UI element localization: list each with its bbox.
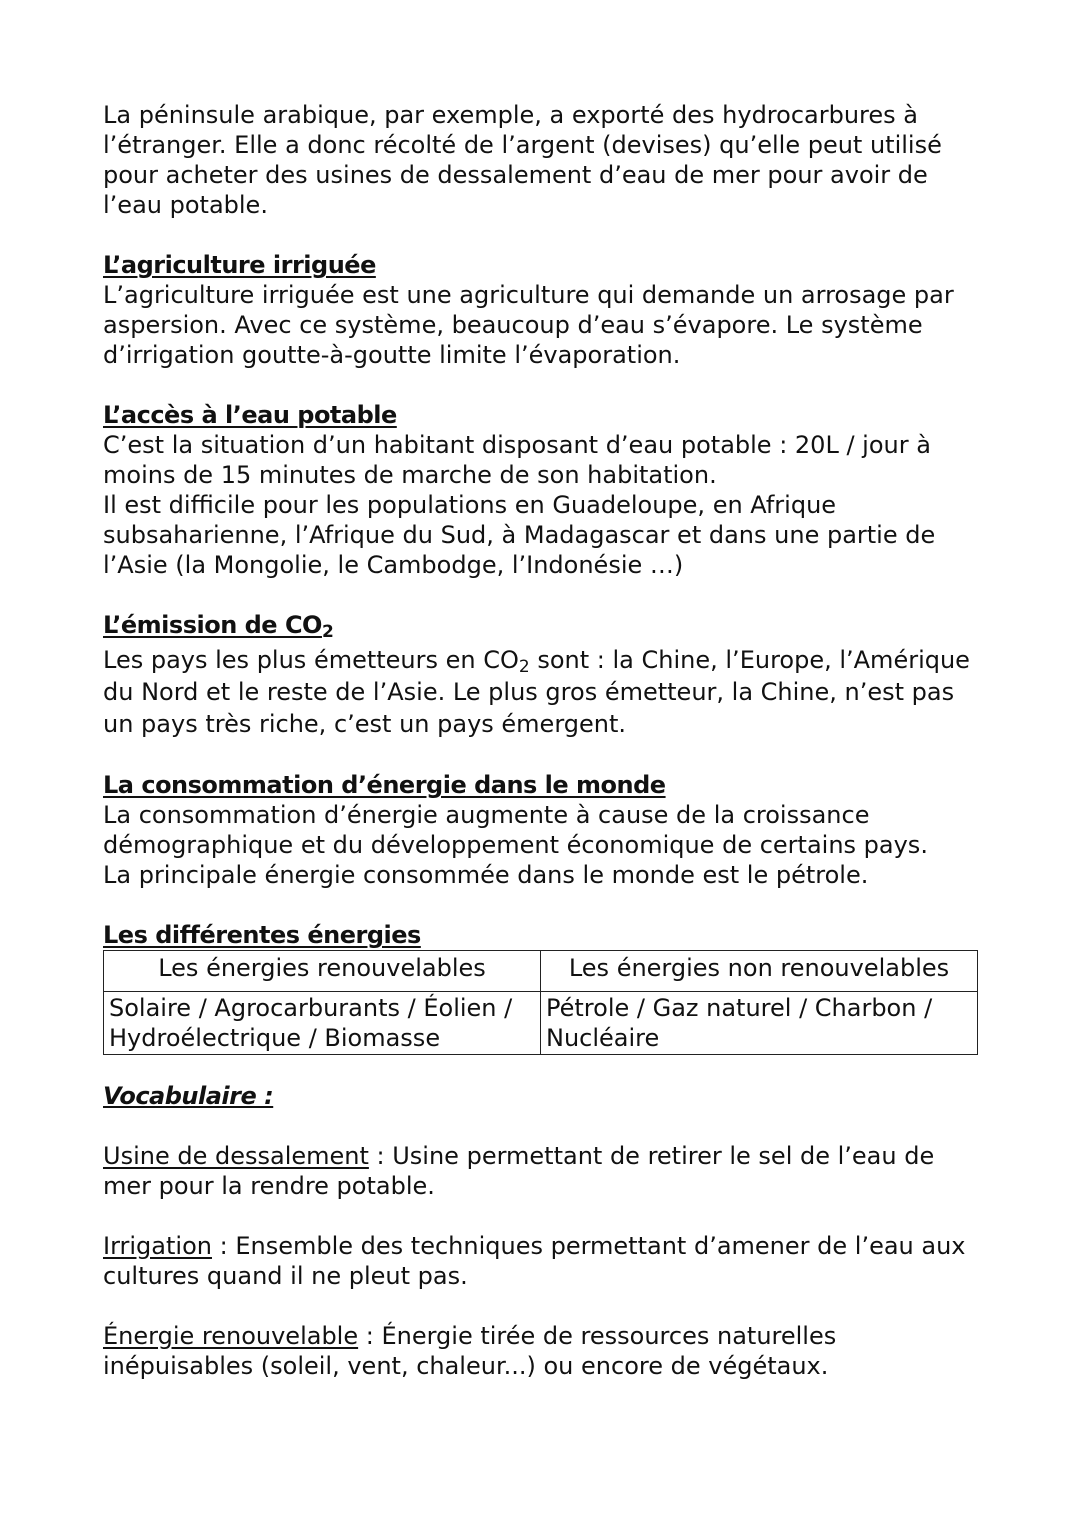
co2-text bbox=[103, 644, 983, 740]
document-page bbox=[103, 100, 983, 1411]
vocabulary-item bbox=[103, 1321, 983, 1381]
eau-potable-text-2: Il est difficile pour les populations en Guadeloupe, en Afrique subsaharienne, l’Afrique du Sud, à Madagascar et dans une partie de l’Asie (la Mongolie, le Cambodge, l’Indonésie …) bbox=[103, 491, 936, 579]
vocabulary-term: Usine de dessalement bbox=[103, 1142, 369, 1170]
energies-table bbox=[103, 950, 978, 1055]
co2-text-subscript: 2 bbox=[518, 657, 530, 677]
section-energies bbox=[103, 920, 983, 1055]
section-title-energies: Les différentes énergies bbox=[103, 921, 421, 949]
section-co2 bbox=[103, 610, 983, 740]
vocabulary-definition: : Énergie tirée de ressources naturelles inépuisables (soleil, vent, chaleur...) ou encore de végétaux. bbox=[103, 1322, 837, 1380]
energies-table-row bbox=[104, 992, 978, 1055]
energies-col-nonrenewable: Les énergies non renouvelables bbox=[541, 951, 978, 992]
section-agriculture bbox=[103, 250, 983, 370]
co2-text-a: Les pays les plus émetteurs en CO bbox=[103, 646, 519, 674]
vocabulary-title: Vocabulaire : bbox=[103, 1082, 274, 1110]
energies-table-header-row bbox=[104, 951, 978, 992]
energies-nonrenewable-list: Pétrole / Gaz naturel / Charbon / Nucléaire bbox=[541, 992, 978, 1055]
vocabulary-item bbox=[103, 1231, 983, 1291]
agriculture-text: L’agriculture irriguée est une agriculture qui demande un arrosage par aspersion. Avec ce système, beaucoup d’eau s’évapore. Le système d’irrigation goutte-à-goutte limite l’évaporation. bbox=[103, 281, 954, 369]
vocabulary-definition: : Usine permettant de retirer le sel de l’eau de mer pour la rendre potable. bbox=[103, 1142, 935, 1200]
co2-text-b: sont : la Chine, l’Europe, l’Amérique du Nord et le reste de l’Asie. Le plus gros émetteur, la Chine, n’est pas un pays très riche, c’est un pays émergent. bbox=[103, 646, 970, 738]
intro-paragraph: La péninsule arabique, par exemple, a exporté des hydrocarbures à l’étranger. Elle a donc récolté de l’argent (devises) qu’elle peut utilisé pour acheter des usines de dessalement d’eau de mer pour avoir de l’eau potable. bbox=[103, 101, 942, 219]
section-title-consommation: La consommation d’énergie dans le monde bbox=[103, 771, 666, 799]
eau-potable-text-1: C’est la situation d’un habitant disposant d’eau potable : 20L / jour à moins de 15 minutes de marche de son habitation. bbox=[103, 431, 931, 489]
vocabulary-definition: : Ensemble des techniques permettant d’amener de l’eau aux cultures quand il ne pleut pas. bbox=[103, 1232, 966, 1290]
co2-title-main: L’émission de CO bbox=[103, 611, 322, 639]
section-eau-potable bbox=[103, 400, 983, 580]
vocabulary-term: Irrigation bbox=[103, 1232, 212, 1260]
consommation-text-1: La consommation d’énergie augmente à cause de la croissance démographique et du développement économique de certains pays. bbox=[103, 801, 928, 859]
vocabulary-item bbox=[103, 1141, 983, 1201]
section-title-co2 bbox=[103, 610, 983, 640]
section-title-eau-potable: L’accès à l’eau potable bbox=[103, 401, 397, 429]
energies-renewable-list: Solaire / Agrocarburants / Éolien / Hydroélectrique / Biomasse bbox=[104, 992, 541, 1055]
vocabulary-term: Énergie renouvelable bbox=[103, 1322, 359, 1350]
section-consommation bbox=[103, 770, 983, 890]
co2-title-subscript: 2 bbox=[321, 622, 334, 642]
energies-col-renewable: Les énergies renouvelables bbox=[104, 951, 541, 992]
consommation-text-2: La principale énergie consommée dans le monde est le pétrole. bbox=[103, 861, 869, 889]
section-title-agriculture: L’agriculture irriguée bbox=[103, 251, 376, 279]
